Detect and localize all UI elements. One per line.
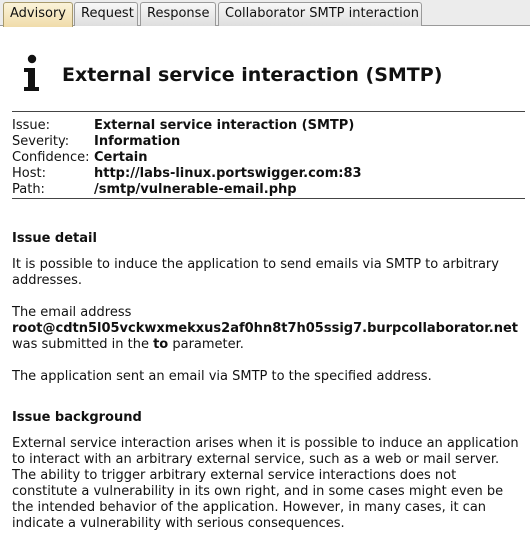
advisory-header <box>0 52 530 98</box>
divider <box>12 111 525 112</box>
issue-detail-heading: Issue detail <box>12 231 97 246</box>
page-title: External service interaction (SMTP) <box>62 64 443 86</box>
divider <box>12 198 525 199</box>
email-mid-text: was submitted in the <box>12 337 154 352</box>
meta-value: Information <box>94 134 181 149</box>
meta-value: Certain <box>94 150 148 165</box>
email-prefix-text: The email address <box>12 305 132 320</box>
issue-detail-email-paragraph <box>12 305 525 353</box>
meta-row-path <box>12 182 525 198</box>
issue-detail-result-paragraph: The application sent an email via SMTP to the specified address. <box>12 369 432 384</box>
meta-key: Severity: <box>12 134 70 149</box>
email-suffix-text: parameter. <box>168 337 244 352</box>
issue-detail-paragraph: It is possible to induce the application to send emails via SMTP to arbitrary addresses. <box>12 257 499 288</box>
meta-key: Host: <box>12 166 46 181</box>
meta-key: Confidence: <box>12 150 90 165</box>
parameter-name: to <box>153 337 169 352</box>
issue-background-heading: Issue background <box>12 410 142 425</box>
issue-summary <box>12 118 525 198</box>
issue-background-section <box>12 410 525 532</box>
meta-key: Path: <box>12 182 45 197</box>
meta-row-confidence <box>12 150 525 166</box>
tab-bar <box>0 0 530 26</box>
tab-response[interactable]: Response <box>140 2 216 26</box>
tab-request[interactable]: Request <box>74 2 138 26</box>
meta-row-host <box>12 166 525 182</box>
meta-row-severity <box>12 134 525 150</box>
meta-row-issue <box>12 118 525 134</box>
meta-value: External service interaction (SMTP) <box>94 118 355 133</box>
email-address: root@cdtn5l05vckwxmekxus2af0hn8t7h05ssig7.burpcollaborator.net <box>12 321 519 336</box>
meta-value: http://labs-linux.portswigger.com:83 <box>94 166 362 181</box>
tab-collaborator-smtp-interaction[interactable]: Collaborator SMTP interaction <box>218 2 422 26</box>
issue-background-paragraph: External service interaction arises when it is possible to induce an application to interact with an arbitrary external service, such as a web or mail server. The ability to trigger arbitrary external service interactions does not constitute a vulnerability in its own right, and in some cases might even be the intended behavior of the application. However, in many cases, it can indicate a vulnerability with serious consequences. <box>12 436 519 531</box>
info-icon <box>18 54 46 94</box>
issue-detail-section <box>12 231 525 385</box>
meta-value: /smtp/vulnerable-email.php <box>94 182 297 197</box>
tab-advisory[interactable]: Advisory <box>3 2 73 27</box>
meta-key: Issue: <box>12 118 50 133</box>
